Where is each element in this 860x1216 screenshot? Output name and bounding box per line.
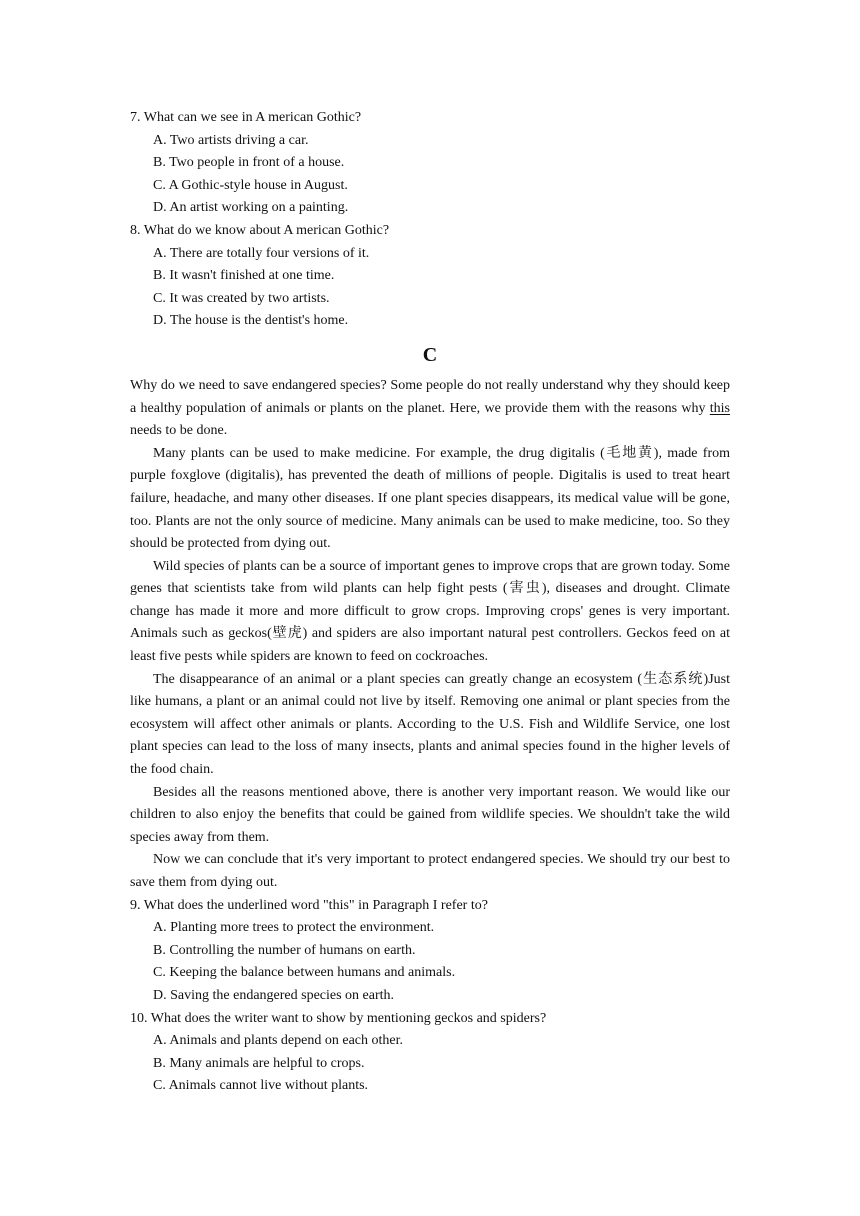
option-b: B. Controlling the number of humans on earth. <box>153 942 416 958</box>
question-stem: 7. What can we see in A merican Gothic? <box>130 110 362 125</box>
paragraph-2: Many plants can be used to make medicine. For example, the drug digitalis (毛地黄), made from purple foxglove (digitalis), has prevented the death of millions of people. Digitalis is used to treat heart failure, headache, and many other diseases. If one plant species disappears, its medical value will be gone, too. Plants are not the only source of medicine. Many animals can be used to make medicine, too. So they should be protected from dying out. <box>130 445 730 552</box>
option-b: B. Two people in front of a house. <box>153 155 345 171</box>
paragraph-1-text: Why do we need to save endangered species? Some people do not really understand why they should keep a healthy population of animals or plants on the planet. Here, we provide them with the reasons why <box>130 377 730 416</box>
option-b: B. Many animals are helpful to crops. <box>153 1055 365 1071</box>
question-7 <box>130 107 730 220</box>
paragraph-4: The disappearance of an animal or a plant species can greatly change an ecosystem (生态系统)Just like humans, a plant or an animal could not live by itself. Removing one animal or plant species from the ecosystem will affect other animals or plants. According to the U.S. Fish and Wildlife Service, one lost plant species can lead to the loss of many insects, plants and animal species found in the higher levels of the food chain. <box>130 671 730 778</box>
option-c: C. A Gothic-style house in August. <box>153 177 348 193</box>
question-stem: 8. What do we know about A merican Gothic? <box>130 222 390 238</box>
option-d: D. The house is the dentist's home. <box>153 313 349 329</box>
option-a: A. Planting more trees to protect the environment. <box>153 920 435 936</box>
paragraph-5: Besides all the reasons mentioned above, there is another very important reason. We would like our children to also enjoy the benefits that could be gained from wildlife species. We shouldn't take the wild species away from them. <box>130 784 730 845</box>
passage <box>130 375 730 895</box>
question-stem: 10. What does the writer want to show by mentioning geckos and spiders? <box>130 1010 547 1026</box>
paragraph-6: Now we can conclude that it's very important to protect endangered species. We should try our best to save them from dying out. <box>130 852 730 890</box>
option-a: A. Two artists driving a car. <box>153 132 309 148</box>
question-8 <box>130 220 730 333</box>
question-stem: 9. What does the underlined word "this" in Paragraph I refer to? <box>130 897 488 913</box>
paragraph-1-text-end: needs to be done. <box>130 423 228 439</box>
option-d: D. An artist working on a painting. <box>153 200 349 216</box>
option-c: C. It was created by two artists. <box>153 290 330 306</box>
option-a: A. Animals and plants depend on each other. <box>153 1033 403 1049</box>
paragraph-3: Wild species of plants can be a source of important genes to improve crops that are grown today. Some genes that scientists take from wild plants can help fight pests (害虫), diseases and drought. Climate change has made it more and more difficult to grow crops. Improving crops' genes is very important. Animals such as geckos(壁虎) and spiders are also important natural pest controllers. Geckos feed on at least five pests while spiders are known to feed on cockroaches. <box>130 558 730 665</box>
underlined-word: this <box>709 400 730 416</box>
option-c: C. Animals cannot live without plants. <box>153 1078 369 1094</box>
page-content <box>130 107 730 1098</box>
option-c: C. Keeping the balance between humans and animals. <box>153 965 456 981</box>
option-b: B. It wasn't finished at one time. <box>153 268 335 284</box>
option-a: A. There are totally four versions of it. <box>153 245 370 261</box>
paragraph-1 <box>130 375 730 443</box>
question-9 <box>130 895 730 1008</box>
question-10 <box>130 1008 730 1098</box>
option-d: D. Saving the endangered species on earth. <box>153 987 395 1003</box>
section-title: C <box>422 343 438 366</box>
